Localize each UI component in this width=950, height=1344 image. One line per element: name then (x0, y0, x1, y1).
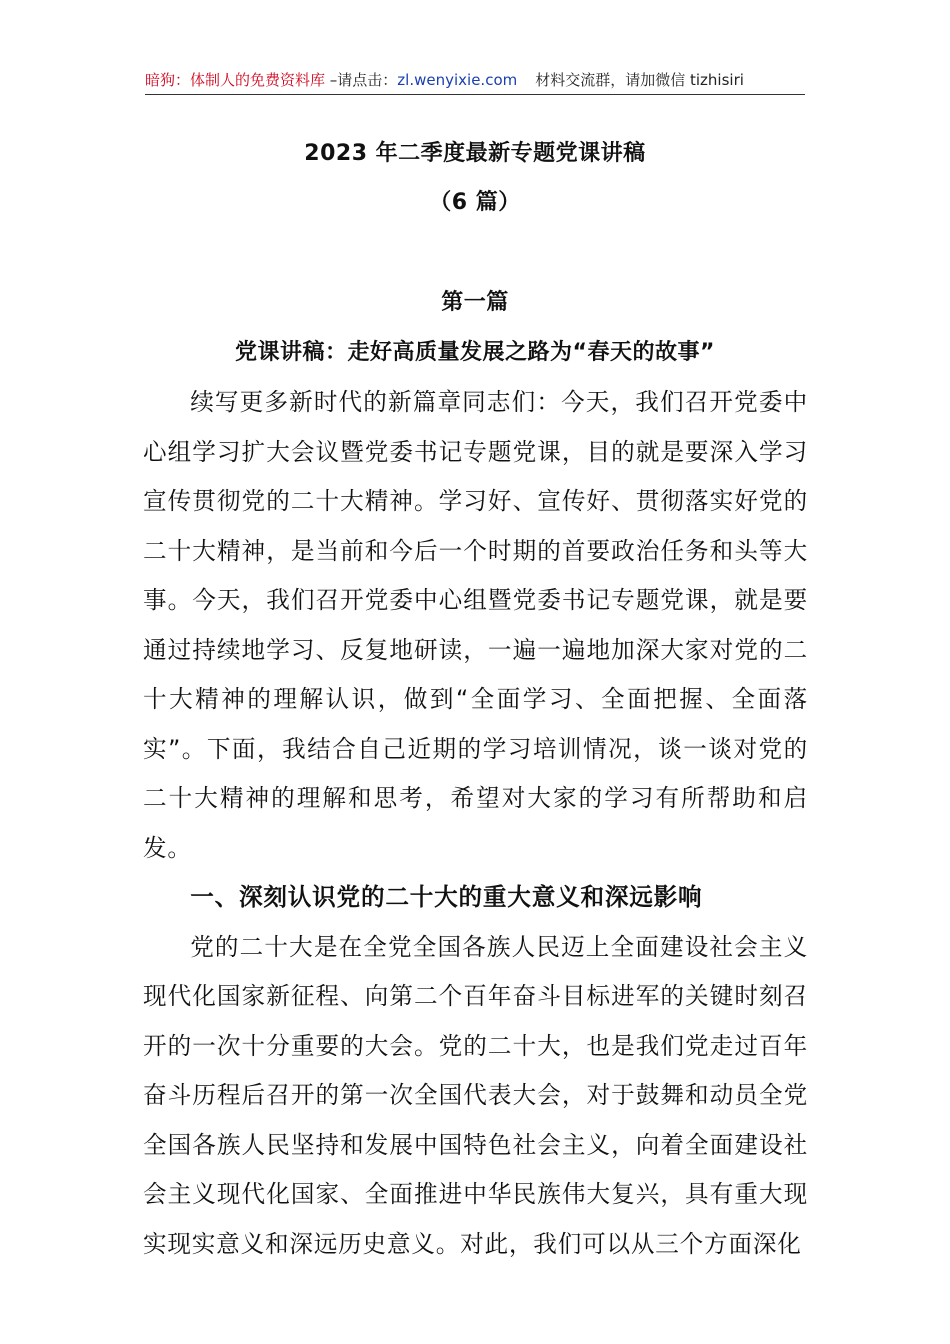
header-group-info: 材料交流群，请加微信 tizhisiri (535, 71, 744, 89)
header-brand: 暗狗：体制人的免费资料库 (145, 71, 326, 89)
document-title: 2023 年二季度最新专题党课讲稿 (304, 141, 646, 166)
document-subtitle: （6 篇） (429, 190, 521, 215)
body-paragraph: 党的二十大是在全党全国各族人民迈上全面建设社会主义现代化国家新征程、向第二个百年奋斗目标进军的关键时刻召开的一次十分重要的大会。党的二十大，也是我们党走过百年奋斗历程后召开的第一次全国代表大会，对于鼓舞和动员全党全国各族人民坚持和发展中国特色社会主义，向着全面建设社会主义现代化国家、全面推进中华民族伟大复兴，具有重大现实现实意义和深远历史意义。对此，我们可以从三个方面深化 (143, 932, 808, 1258)
header-hint: –请点击： (325, 71, 398, 89)
body-paragraph: 续写更多新时代的新篇章同志们：今天，我们召开党委中心组学习扩大会议暨党委书记专题党课，目的就是要深入学习宣传贯彻党的二十大精神。学习好、宣传好、贯彻落实好党的二十大精神，是当前和今后一个时期的首要政治任务和头等大事。今天，我们召开党委中心组暨党委书记专题党课，就是要通过持续地学习、反复地研读，一遍一遍地加深大家对党的二十大精神的理解认识，做到“全面学习、全面把握、全面落实”。下面，我结合自己近期的学习培训情况，谈一谈对党的二十大精神的理解和思考，希望对大家的学习有所帮助和启发。 (143, 388, 808, 862)
page-header (145, 66, 805, 95)
section-heading: 一、深刻认识党的二十大的重大意义和深远影响 (190, 883, 703, 911)
document-body (143, 378, 808, 1269)
header-url-link[interactable]: zl.wenyixie.com (397, 71, 518, 89)
part-heading: 第一篇 (441, 290, 509, 315)
article-title: 党课讲稿：走好高质量发展之路为“春天的故事” (235, 340, 715, 365)
